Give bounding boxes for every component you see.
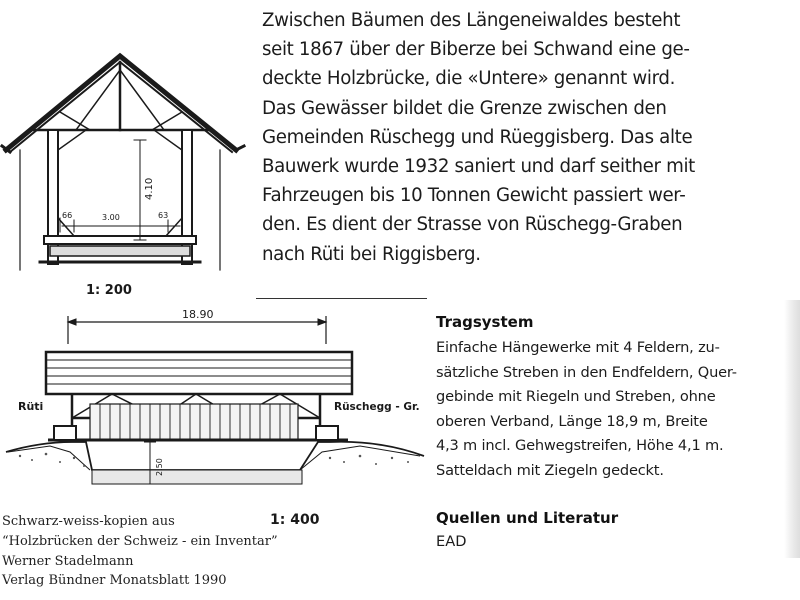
scan-edge-shading [784,300,800,558]
intro-paragraph: Zwischen Bäumen des Längeneiwaldes besteht seit 1867 über der Biberze bei Schwand eine ge- deckte Holzbrücke, die «Untere» genannt wird. Das Gewässer bildet die Grenze zwischen den Gemeinden Rüschegg und Rüeggisberg. Das alte Bauwerk wurde 1932 saniert und darf seither mit Fahrzeugen bis 10 Tonnen Gewicht passiert wer- den. Es dient der Strasse von Rüschegg-Graben nach Rüti bei Riggisberg. [262,10,695,265]
cross-section-dim-right: 63 [158,211,169,220]
elevation-scale: 1: 400 [270,512,320,528]
elevation-label-right: Rüschegg - Gr. [334,401,420,413]
section-divider [256,298,427,299]
elevation-dim-clearance: 2.50 [155,458,164,476]
cross-section-dim-left: 66 [62,211,73,220]
cross-section-drawing [0,0,256,298]
elevation-label-left: Rüti [18,400,44,413]
quellen-heading: Quellen und Literatur [436,509,619,527]
cross-section-scale: 1: 200 [86,283,132,298]
quellen-body: EAD [436,533,467,550]
tragsystem-heading: Tragsystem [436,313,534,331]
credit-caption: Schwarz-weiss-kopien aus “Holzbrücken der Schweiz - ein Inventar” Werner Stadelmann Verlag Bündner Monatsblatt 1990 [2,514,278,589]
elevation-drawing [0,300,432,530]
cross-section-dim-height: 4.10 [144,177,155,200]
cross-section-dim-center: 3.00 [102,213,120,222]
elevation-dim-length: 18.90 [182,308,214,321]
tragsystem-body: Einfache Hängewerke mit 4 Feldern, zu- sätzliche Streben in den Endfeldern, Quer- gebinde mit Riegeln und Streben, ohne oberen Verband, Länge 18,9 m, Breite 4,3 m incl. Gehwegstreifen, Höhe 4,1 m. Satteldach mit Ziegeln gedeckt. [436,339,737,479]
